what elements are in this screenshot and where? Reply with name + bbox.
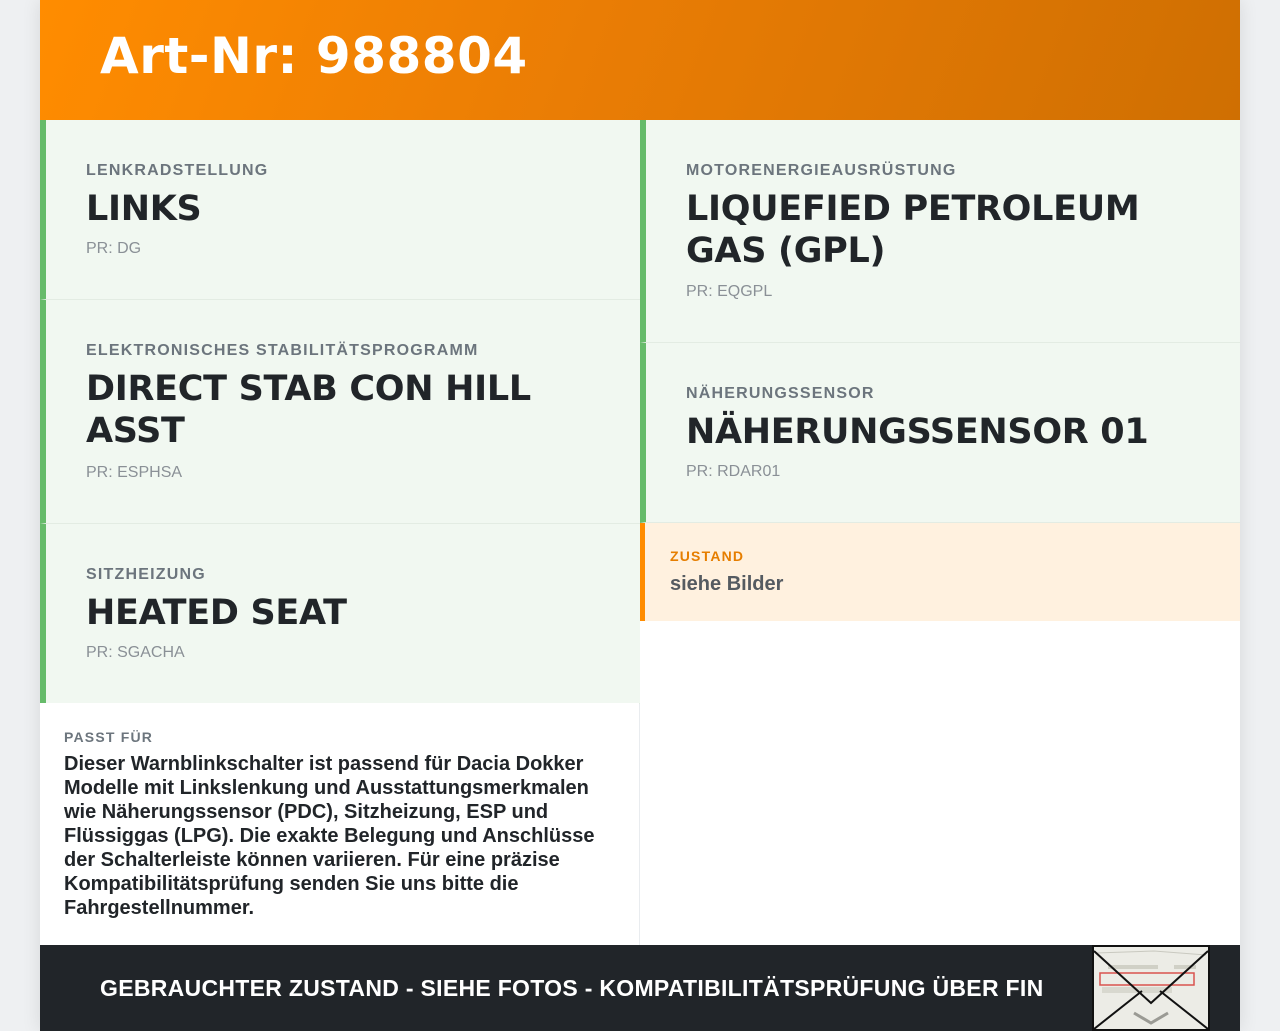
- spec-card-proximity-sensor: [640, 343, 1240, 523]
- spec-card-esp: [40, 300, 640, 524]
- fits-label: PASST FÜR: [64, 729, 154, 745]
- right-column: [640, 120, 1240, 945]
- spec-label: MOTORENERGIEAUSRÜSTUNG: [686, 162, 957, 179]
- product-sheet: [40, 0, 1240, 1031]
- spec-code: PR: RDAR01: [686, 463, 781, 480]
- condition-text: siehe Bilder: [670, 573, 784, 595]
- spec-label: SITZHEIZUNG: [86, 566, 206, 583]
- spec-card-engine-energy: [640, 120, 1240, 343]
- spec-label: NÄHERUNGSSENSOR: [686, 385, 875, 402]
- spec-value: LINKS: [86, 189, 202, 229]
- article-number-title: Art-Nr: 988804: [100, 27, 528, 85]
- condition-box: [640, 523, 1240, 621]
- spec-code: PR: EQGPL: [686, 283, 773, 300]
- spec-label: LENKRADSTELLUNG: [86, 162, 269, 179]
- spec-code: PR: SGACHA: [86, 644, 185, 661]
- left-column: [40, 120, 640, 945]
- envelope-label-photo-icon[interactable]: [1092, 945, 1210, 1031]
- spec-card-seat-heating: [40, 524, 640, 704]
- footer-bar: [40, 945, 1240, 1031]
- condition-label: ZUSTAND: [670, 548, 745, 564]
- spec-label: ELEKTRONISCHES STABILITÄTSPROGRAMM: [86, 342, 479, 359]
- spec-code: PR: ESPHSA: [86, 464, 183, 481]
- spec-value: HEATED SEAT: [86, 593, 347, 633]
- spec-value: NÄHERUNGSSENSOR 01: [686, 412, 1149, 452]
- spec-value: DIRECT STAB CON HILL ASST: [86, 369, 531, 451]
- spec-card-steering: [40, 120, 640, 300]
- header-bar: [40, 0, 1240, 120]
- fits-description: Dieser Warnblinkschalter ist passend für Dacia Dokker Modelle mit Linkslenkung und Ausstattungsmerkmalen wie Näherungssensor (PDC), Sitzheizung, ESP und Flüssiggas (LPG). Die exakte Belegung und Anschlüsse der Schalterleiste können variieren. Für eine präzise Kompatibilitätsprüfung senden Sie uns bitte die Fahrgestellnummer.: [64, 753, 595, 919]
- footer-text: GEBRAUCHTER ZUSTAND - SIEHE FOTOS - KOMPATIBILITÄTSPRÜFUNG ÜBER FIN: [100, 975, 1044, 1001]
- spec-code: PR: DG: [86, 240, 142, 257]
- spec-value: LIQUEFIED PETROLEUM GAS (GPL): [686, 189, 1140, 271]
- fits-section: [40, 703, 639, 945]
